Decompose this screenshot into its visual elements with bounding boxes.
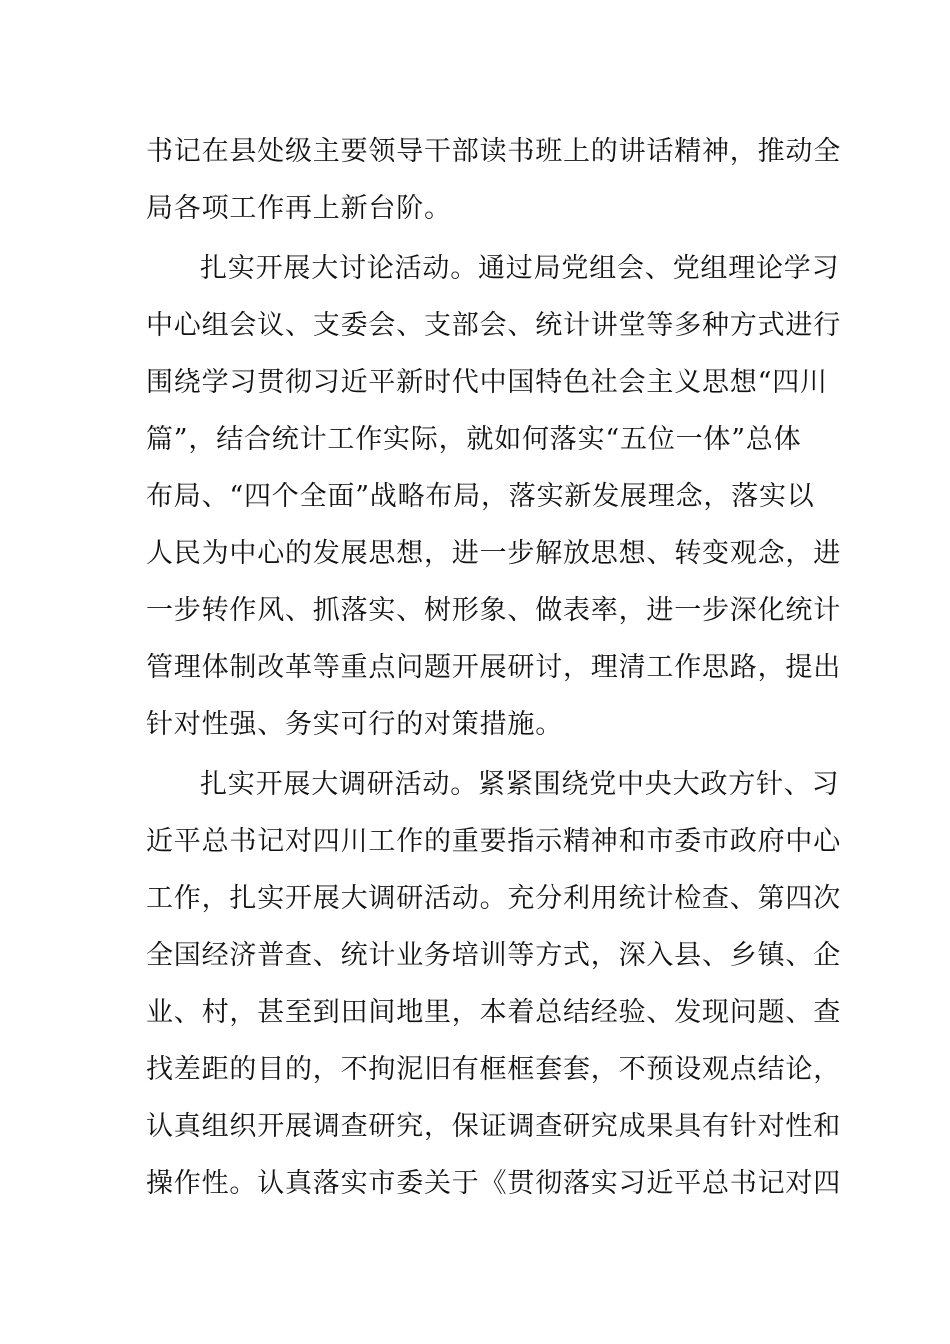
text-line: 中心组会议、支委会、支部会、统计讲堂等多种方式进行: [146, 310, 841, 341]
text-line: 局各项工作再上新台阶。: [146, 193, 452, 224]
text-line: 书记在县处级主要领导干部读书班上的讲话精神，推动全: [146, 136, 841, 167]
text-line: 业、村，甚至到田间地里，本着总结经验、发现问题、查: [146, 997, 841, 1028]
text-line: 篇”，结合统计工作实际，就如何落实“五位一体”总体: [146, 424, 802, 455]
text-line: 认真组织开展调查研究，保证调查研究成果具有针对性和: [146, 1111, 841, 1142]
text-line: 管理体制改革等重点问题开展研讨，理清工作思路，提出: [146, 652, 841, 683]
text-line: 扎实开展大讨论活动。通过局党组会、党组理论学习: [200, 253, 840, 284]
text-line: 人民为中心的发展思想，进一步解放思想、转变观念，进: [146, 538, 841, 569]
text-line: 针对性强、务实可行的对策措施。: [146, 709, 563, 740]
text-line: 操作性。认真落实市委关于《贯彻落实习近平总书记对四: [146, 1168, 841, 1199]
text-line: 扎实开展大调研活动。紧紧围绕党中央大政方针、习: [200, 769, 840, 800]
text-line: 布局、“四个全面”战略布局，落实新发展理念，落实以: [146, 481, 815, 512]
text-line: 找差距的目的，不拘泥旧有框框套套，不预设观点结论，: [146, 1054, 841, 1085]
text-line: 工作，扎实开展大调研活动。充分利用统计检查、第四次: [146, 883, 841, 914]
text-line: 近平总书记对四川工作的重要指示精神和市委市政府中心: [146, 826, 841, 857]
text-line: 一步转作风、抓落实、树形象、做表率，进一步深化统计: [146, 595, 841, 626]
text-line: 全国经济普查、统计业务培训等方式，深入县、乡镇、企: [146, 940, 841, 971]
text-line: 围绕学习贯彻习近平新时代中国特色社会主义思想“四川: [146, 367, 828, 398]
